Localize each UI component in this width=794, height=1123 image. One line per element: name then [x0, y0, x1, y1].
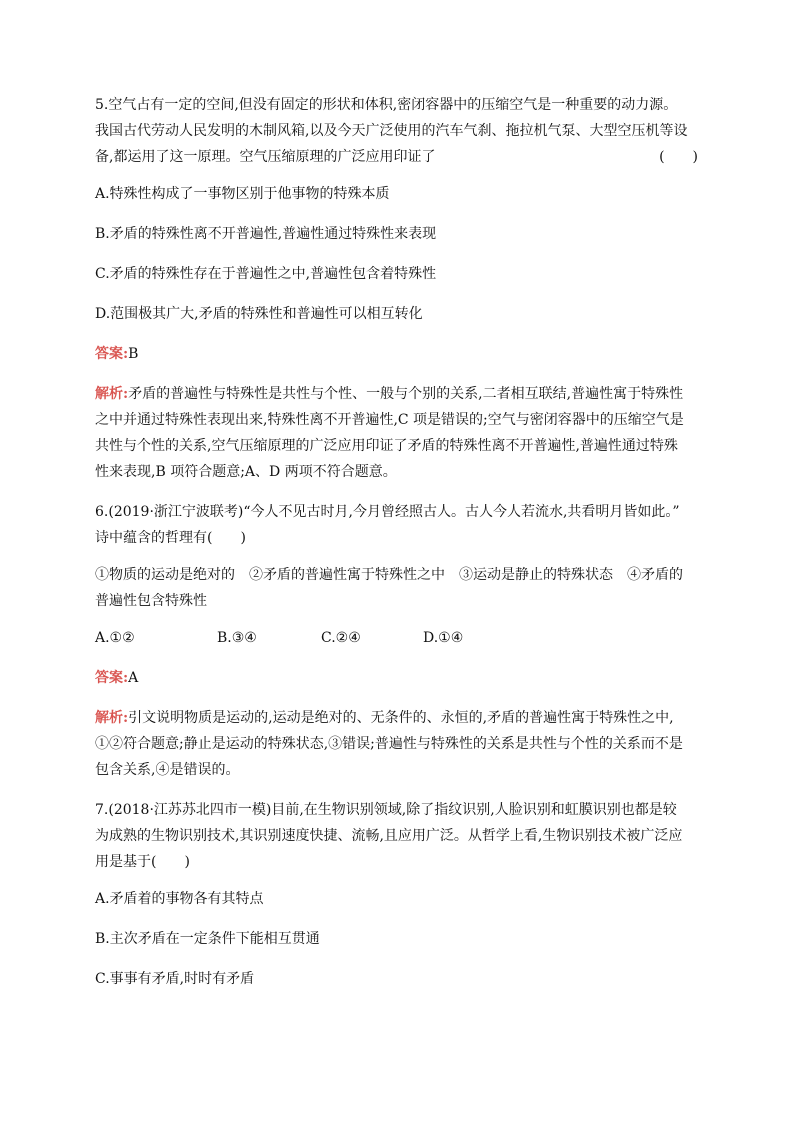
question-6-items [95, 562, 700, 614]
question-6-line-2: 诗中蕴含的哲理有( ) [95, 530, 246, 546]
question-7-option-b: B.主次矛盾在一定条件下能相互贯通 [95, 931, 320, 947]
question-5-line-3-text: 备,都运用了这一原理。空气压缩原理的广泛应用印证了 [95, 149, 436, 165]
question-5-answer [95, 341, 700, 367]
question-7-option-a: A.矛盾着的事物各有其特点 [95, 891, 264, 907]
question-6-option-d: D.①④ [423, 630, 464, 646]
explanation-line-2: ①②符合题意;静止是运动的特殊状态,③错误;普遍性与特殊性的关系是共性与个性的关系而不是 [95, 736, 683, 752]
explanation-text: 引文说明物质是运动的,运动是绝对的、无条件的、永恒的,矛盾的普遍性寓于特殊性之中, [128, 710, 674, 726]
answer-label: 答案: [95, 346, 129, 362]
explanation-text: 矛盾的普遍性与特殊性是共性与个性、一般与个别的关系,二者相互联结,普遍性寓于特殊性 [128, 386, 684, 402]
question-6-option-a: A.①② [95, 630, 135, 646]
question-6 [95, 499, 700, 551]
question-6-items-line-1: ①物质的运动是绝对的 ②矛盾的普遍性寓于特殊性之中 ③运动是静止的特殊状态 ④矛盾的 [95, 567, 683, 583]
explanation-label: 解析: [95, 710, 129, 726]
explanation-line-1 [95, 705, 700, 731]
question-6-options [95, 625, 700, 651]
question-5-explanation [95, 381, 700, 485]
question-7-line-2: 为成熟的生物识别技术,其识别速度快捷、流畅,且应用广泛。从哲学上看,生物识别技术被广泛应 [95, 828, 683, 844]
question-6-explanation [95, 705, 700, 783]
question-5-option-b: B.矛盾的特殊性离不开普遍性,普遍性通过特殊性来表现 [95, 226, 437, 242]
question-7-line-1: 7.(2018·江苏苏北四市一模)目前,在生物识别领域,除了指纹识别,人脸识别和虹膜识别也都是较 [95, 802, 677, 818]
question-5-line-1: 5.空气占有一定的空间,但没有固定的形状和体积,密闭容器中的压缩空气是一种重要的动力源。 [95, 97, 678, 113]
document-page [95, 92, 700, 1006]
question-5-line-3 [95, 144, 700, 170]
question-6-option-b: B.③④ [217, 630, 257, 646]
explanation-label: 解析: [95, 386, 129, 402]
question-6-line-1: 6.(2019·浙江宁波联考)“今人不见古时月,今月曾经照古人。古人今人若流水,共看明月皆如此。” [95, 504, 680, 520]
question-5-line-2: 我国古代劳动人民发明的木制风箱,以及今天广泛使用的汽车气刹、拖拉机气泵、大型空压机等设 [95, 123, 688, 139]
question-7 [95, 797, 700, 875]
question-7-line-3: 用是基于( ) [95, 854, 190, 870]
question-5-option-d: D.范围极其广大,矛盾的特殊性和普遍性可以相互转化 [95, 306, 423, 322]
explanation-line-3: 包含关系,④是错误的。 [95, 762, 240, 778]
question-6-items-line-2: 普遍性包含特殊性 [95, 593, 207, 609]
answer-blank: ( ) [659, 149, 698, 165]
answer-label: 答案: [95, 670, 129, 686]
question-6-option-c: C.②④ [321, 630, 361, 646]
question-7-option-c: C.事事有矛盾,时时有矛盾 [95, 971, 255, 987]
explanation-line-1 [95, 381, 700, 407]
explanation-line-2: 之中并通过特殊性表现出来,特殊性离不开普遍性,C 项是错误的;空气与密闭容器中的压缩空气是 [95, 412, 684, 428]
answer-value: A [128, 670, 139, 686]
answer-value: B [128, 346, 139, 362]
question-6-answer [95, 665, 700, 691]
question-5-option-a: A.特殊性构成了一事物区别于他事物的特殊本质 [95, 186, 390, 202]
explanation-line-4: 性来表现,B 项符合题意;A、D 两项不符合题意。 [95, 464, 397, 480]
question-5-option-c: C.矛盾的特殊性存在于普遍性之中,普遍性包含着特殊性 [95, 266, 437, 282]
explanation-line-3: 共性与个性的关系,空气压缩原理的广泛应用印证了矛盾的特殊性离不开普遍性,普遍性通过特殊 [95, 438, 678, 454]
question-5 [95, 92, 700, 170]
